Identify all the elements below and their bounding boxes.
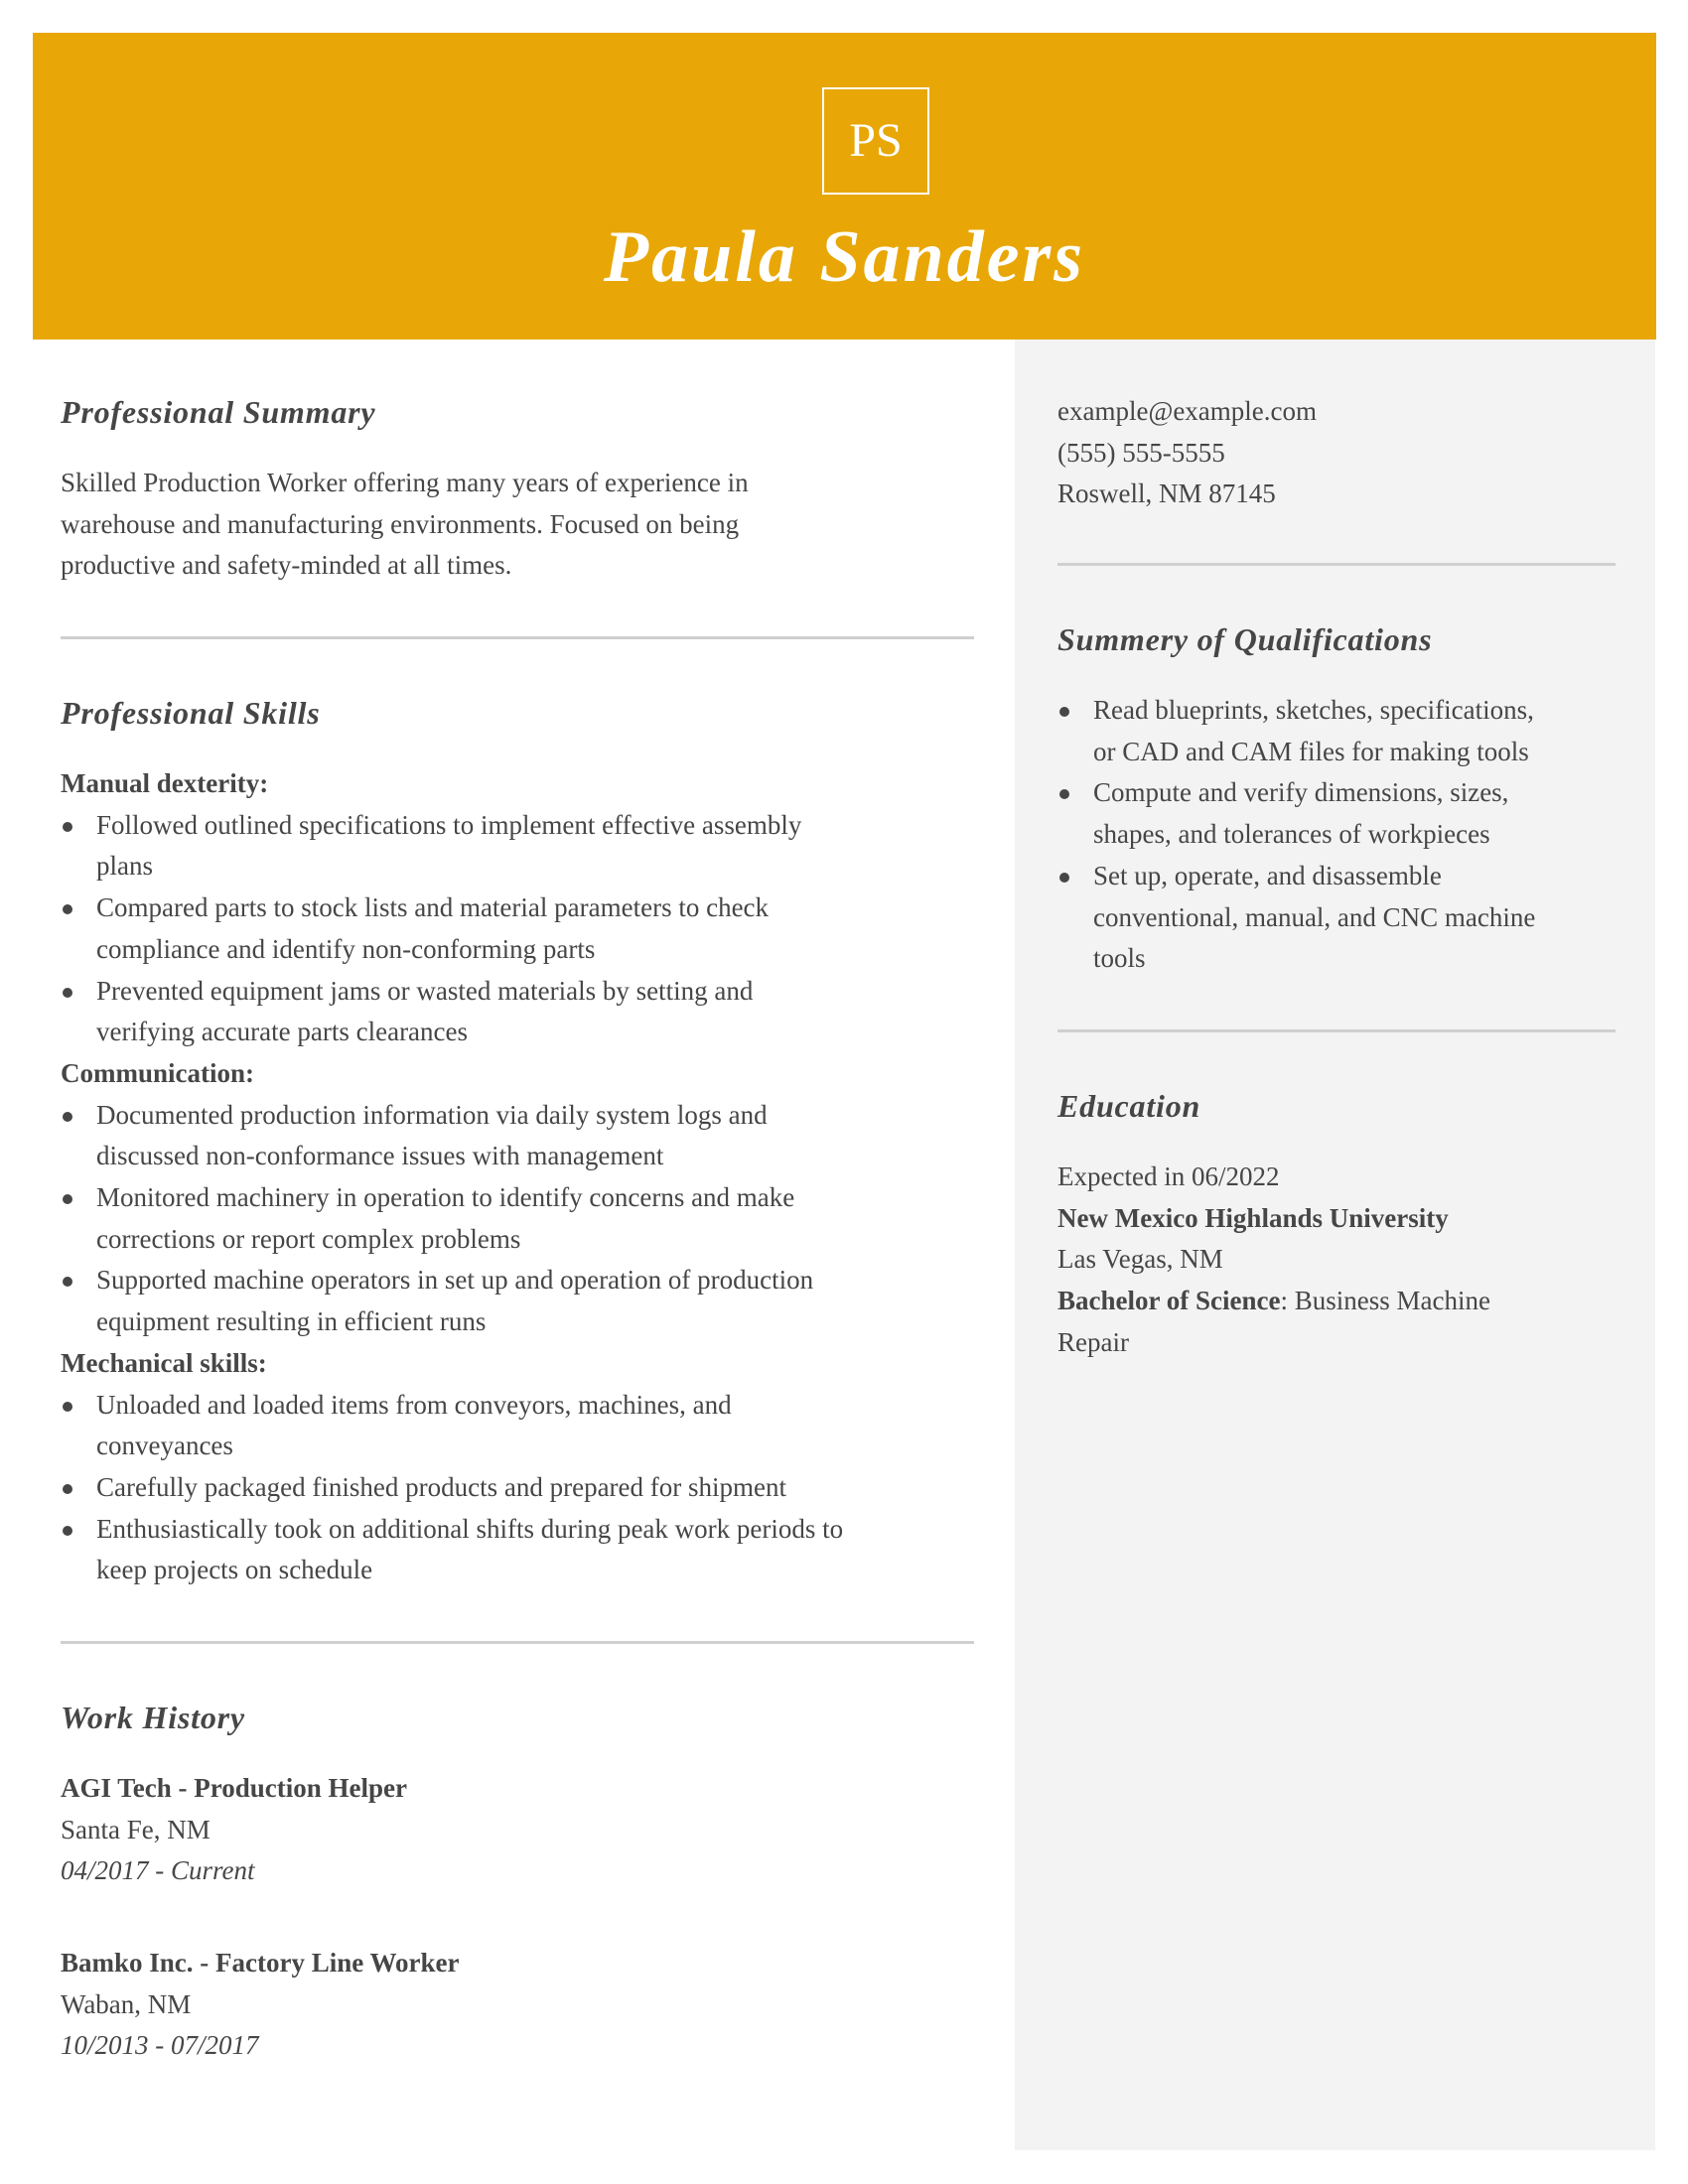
skill-item: Monitored machinery in operation to identify concerns and make corrections or report complex problems [61,1177,994,1260]
bullet-icon [63,1194,72,1204]
qualifications-list [1057,690,1633,980]
bullet-icon [63,1484,72,1494]
skill-group-label: Mechanical skills: [61,1347,267,1378]
section-divider [1057,563,1616,566]
qualification-item: Set up, operate, and disassemble conventional, manual, and CNC machine tools [1057,856,1633,980]
bullet-icon [1059,789,1069,799]
bullet-icon [63,904,72,914]
contact-block [1057,391,1317,515]
qualifications-heading: Summery of Qualifications [1057,621,1433,657]
education-expected: Expected in 06/2022 [1057,1161,1280,1191]
bullet-icon [63,1402,72,1412]
section-divider [61,636,974,639]
education-degree: Bachelor of Science [1057,1286,1281,1316]
skill-group-label: Manual dexterity: [61,768,269,798]
education-field-cont: Repair [1057,1326,1129,1357]
section-divider [1057,1029,1616,1032]
bullet-icon [63,822,72,832]
skill-list [61,805,994,1053]
contact-phone[interactable]: (555) 555-5555 [1057,437,1225,468]
skill-item: Enthusiastically took on additional shifts during peak work periods to keep projects on schedule [61,1509,994,1591]
work-heading: Work History [61,1700,245,1735]
job-entry [61,1768,974,1892]
skills-heading: Professional Skills [61,695,321,731]
contact-email[interactable]: example@example.com [1057,396,1318,426]
skill-list [61,1095,994,1343]
sidebar-column [1015,340,1655,2150]
skill-item: Carefully packaged finished products and prepared for shipment [61,1467,994,1509]
job-dates: 04/2017 - Current [61,1855,255,1886]
qualification-item: Read blueprints, sketches, specifications, or CAD and CAM files for making tools [1057,690,1633,772]
bullet-icon [1059,873,1069,883]
monogram-badge: PS [822,87,929,195]
job-title: Bamko Inc. - Factory Line Worker [61,1948,460,1978]
qualification-item: Compute and verify dimensions, sizes, shapes, and tolerances of workpieces [1057,772,1633,855]
job-title: AGI Tech - Production Helper [61,1773,408,1803]
job-location: Waban, NM [61,1988,192,2019]
skill-group-label: Communication: [61,1057,254,1088]
job-dates: 10/2013 - 07/2017 [61,2030,259,2061]
job-location: Santa Fe, NM [61,1814,211,1844]
education-field: Business Machine [1287,1286,1490,1316]
candidate-name: Paula Sanders [603,216,1086,298]
skill-item: Compared parts to stock lists and material parameters to check compliance and identify non-conforming parts [61,887,994,970]
bullet-icon [63,1526,72,1536]
skill-item: Documented production information via daily system logs and discussed non-conformance issues with management [61,1095,994,1177]
skill-item: Followed outlined specifications to implement effective assembly plans [61,805,994,887]
bullet-icon [63,1112,72,1122]
skill-list [61,1385,994,1592]
bullet-icon [63,1277,72,1287]
resume-header [33,33,1656,340]
skill-item: Unloaded and loaded items from conveyors, machines, and conveyances [61,1385,994,1467]
education-degree-line: Bachelor of Science: Business Machine [1057,1286,1490,1316]
bullet-icon [1059,707,1069,717]
education-school: New Mexico Highlands University [1057,1202,1449,1233]
education-heading: Education [1057,1088,1201,1124]
education-location: Las Vegas, NM [1057,1244,1223,1275]
skill-item: Supported machine operators in set up and operation of production equipment resulting in efficient runs [61,1260,994,1342]
contact-address: Roswell, NM 87145 [1057,478,1276,509]
summary-text: Skilled Production Worker offering many years of experience in warehouse and manufacturing environments. Focused on being productive and safety-minded at all times. [61,468,749,581]
skills-block [61,763,994,1591]
bullet-icon [63,988,72,998]
summary-heading: Professional Summary [61,394,376,430]
section-divider [61,1641,974,1644]
education-block [1057,1157,1633,1364]
job-entry [61,1943,974,2067]
skill-item: Prevented equipment jams or wasted materials by setting and verifying accurate parts clearances [61,971,994,1053]
